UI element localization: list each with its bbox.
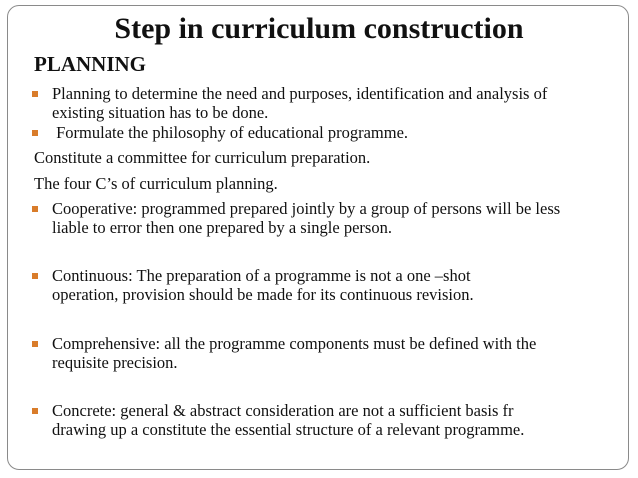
bullet-text-continued: requisite precision. xyxy=(52,353,178,372)
square-bullet-icon xyxy=(32,206,38,212)
bullet-text: Concrete: general & abstract consideration are not a sufficient basis fr xyxy=(52,401,514,420)
section-heading: PLANNING xyxy=(34,52,147,76)
bullet-text: Formulate the philosophy of educational programme. xyxy=(52,123,409,142)
square-bullet-icon xyxy=(32,273,38,279)
square-bullet-icon xyxy=(32,408,38,414)
square-bullet-icon xyxy=(32,130,38,136)
bullet-text-continued: drawing up a constitute the essential structure of a relevant programme. xyxy=(52,420,525,439)
plain-text: The four C’s of curriculum planning. xyxy=(34,174,278,193)
bullet-text: Continuous: The preparation of a programme is not a one –shot xyxy=(52,266,471,285)
slide-title: Step in curriculum construction xyxy=(114,12,524,45)
plain-text: Constitute a committee for curriculum preparation. xyxy=(34,148,371,167)
bullet-text-continued: operation, provision should be made for its continuous revision. xyxy=(52,285,474,304)
bullet-text: Planning to determine the need and purposes, identification and analysis of xyxy=(52,84,548,103)
bullet-text-continued: liable to error then one prepared by a single person. xyxy=(52,218,392,237)
bullet-text: Comprehensive: all the programme components must be defined with the xyxy=(52,334,537,353)
bullet-text: Cooperative: programmed prepared jointly by a group of persons will be less xyxy=(52,199,561,218)
square-bullet-icon xyxy=(32,91,38,97)
square-bullet-icon xyxy=(32,341,38,347)
bullet-text-continued: existing situation has to be done. xyxy=(52,103,269,122)
